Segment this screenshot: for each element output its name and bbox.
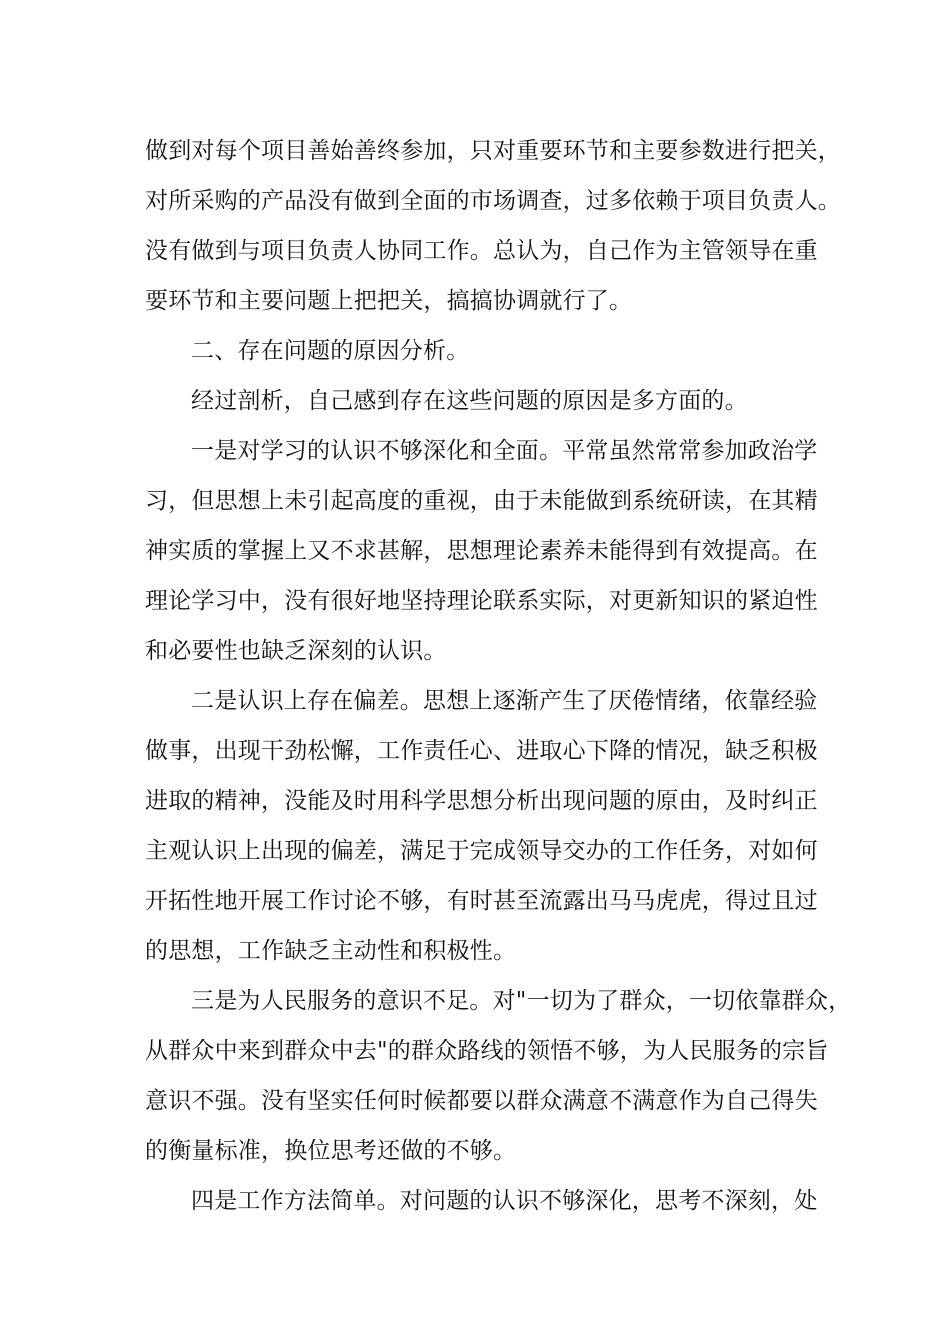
text-line: 从群众中来到群众中去"的群众路线的领悟不够，为人民服务的宗旨 <box>145 1038 829 1064</box>
text-line: 对所采购的产品没有做到全面的市场调查，过多依赖于项目负责人。 <box>145 188 841 214</box>
text-line: 做到对每个项目善始善终参加，只对重要环节和主要参数进行把关， <box>145 138 841 164</box>
text-line: 习，但思想上未引起高度的重视，由于未能做到系统研读，在其精 <box>145 488 818 514</box>
text-line: 三是为人民服务的意识不足。对"一切为了群众，一切依靠群众， <box>191 988 852 1014</box>
text-line: 一是对学习的认识不够深化和全面。平常虽然常常参加政治学 <box>191 438 818 464</box>
text-line: 做事，出现干劲松懈，工作责任心、进取心下降的情况，缺乏积极 <box>145 738 818 764</box>
text-line: 没有做到与项目负责人协同工作。总认为，自己作为主管领导在重 <box>145 238 818 264</box>
text-line: 要环节和主要问题上把把关，搞搞协调就行了。 <box>145 288 633 314</box>
text-line: 神实质的掌握上又不求甚解，思想理论素养未能得到有效提高。在 <box>145 538 818 564</box>
text-line: 理论学习中，没有很好地坚持理论联系实际，对更新知识的紧迫性 <box>145 588 818 614</box>
text-line: 的思想，工作缺乏主动性和积极性。 <box>145 938 517 964</box>
text-line: 开拓性地开展工作讨论不够，有时甚至流露出马马虎虎，得过且过 <box>145 888 818 914</box>
text-line: 主观认识上出现的偏差，满足于完成领导交办的工作任务，对如何 <box>145 838 818 864</box>
text-line: 经过剖析，自己感到存在这些问题的原因是多方面的。 <box>191 388 748 414</box>
text-line: 和必要性也缺乏深刻的认识。 <box>145 638 447 664</box>
text-line: 四是工作方法简单。对问题的认识不够深化，思考不深刻，处 <box>191 1188 818 1214</box>
text-line: 二是认识上存在偏差。思想上逐渐产生了厌倦情绪，依靠经验 <box>191 688 818 714</box>
text-line: 进取的精神，没能及时用科学思想分析出现问题的原由，及时纠正 <box>145 788 818 814</box>
text-line: 的衡量标准，换位思考还做的不够。 <box>145 1138 517 1164</box>
section-heading: 二、存在问题的原因分析。 <box>191 338 470 364</box>
text-line: 意识不强。没有坚实任何时候都要以群众满意不满意作为自己得失 <box>145 1088 818 1114</box>
